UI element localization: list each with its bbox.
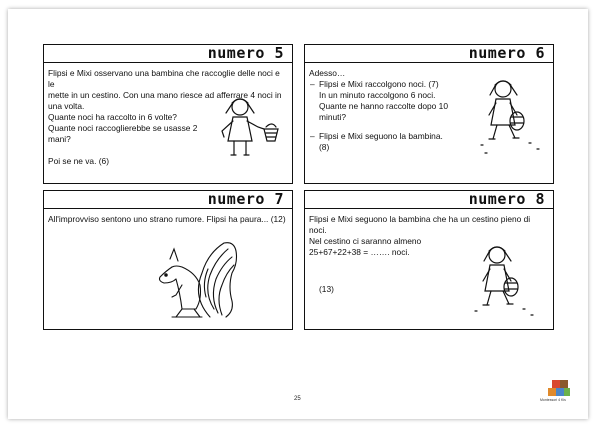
text-line: Adesso… [309, 68, 346, 78]
text-line: Poi se ne va. (6) [48, 156, 109, 166]
girl-with-basket-illustration [214, 93, 286, 183]
text-line: mani? [48, 134, 71, 144]
cubes-logo-icon [546, 376, 572, 400]
text-line: Nel cestino ci saranno almeno [309, 236, 422, 246]
text-line: Flipsi e Mixi seguono la bambina che ha un cestino pieno di noci. [309, 214, 531, 235]
card-header [305, 191, 553, 209]
bullet-item: – Flipsi e Mixi seguono la bambina. (8) [309, 131, 549, 153]
card-number: numero 5 [207, 44, 284, 62]
girl-walking-illustration [473, 75, 551, 165]
text-line: (13) [319, 284, 334, 294]
text-line: Quante noci ha raccolto in 6 volte? [48, 112, 177, 122]
text-line: Flipsi e Mixi raccolgono noci. (7) [319, 79, 439, 89]
text-line: una volta. [48, 101, 85, 111]
card-numero-7 [43, 190, 293, 330]
text-line: mette in un cestino. Con una mano riesce ad afferrare 4 noci in [48, 90, 282, 100]
card-header [305, 45, 553, 63]
text-line: Quante noci raccoglierebbe se usasse 2 [48, 123, 198, 133]
text-line: minuti? [319, 112, 346, 122]
card-numero-8 [304, 190, 554, 330]
text-line: Flipsi e Mixi seguono la bambina. [319, 131, 443, 141]
card-number: numero 6 [468, 44, 545, 62]
text-line: 25+67+22+38 = ……. noci. [309, 247, 410, 257]
text-line: In un minuto raccolgono 6 noci. [319, 90, 436, 100]
card-number: numero 8 [468, 190, 545, 208]
card-header [44, 191, 292, 209]
squirrel-illustration [152, 237, 252, 327]
text-line: Quante ne hanno raccolte dopo 10 [319, 101, 448, 111]
logo-caption: Montessori 4 Kis [540, 398, 566, 402]
card-numero-6 [304, 44, 554, 184]
bullet-item: – Flipsi e Mixi raccolgono noci. (7) In un minuto raccolgono 6 noci. Quante ne hanno raccolte dopo 10 minuti? [309, 79, 549, 123]
card-number: numero 7 [207, 190, 284, 208]
page-number: 25 [294, 396, 301, 402]
text-line: Flipsi e Mixi osservano una bambina che raccoglie delle noci e le [48, 68, 280, 89]
text-line: All'improvviso sentono uno strano rumore. Flipsi ha paura... (12) [48, 214, 286, 224]
text-line: (8) [319, 142, 330, 152]
card-numero-5 [43, 44, 293, 184]
girl-walking-illustration [467, 241, 545, 325]
card-header [44, 45, 292, 63]
